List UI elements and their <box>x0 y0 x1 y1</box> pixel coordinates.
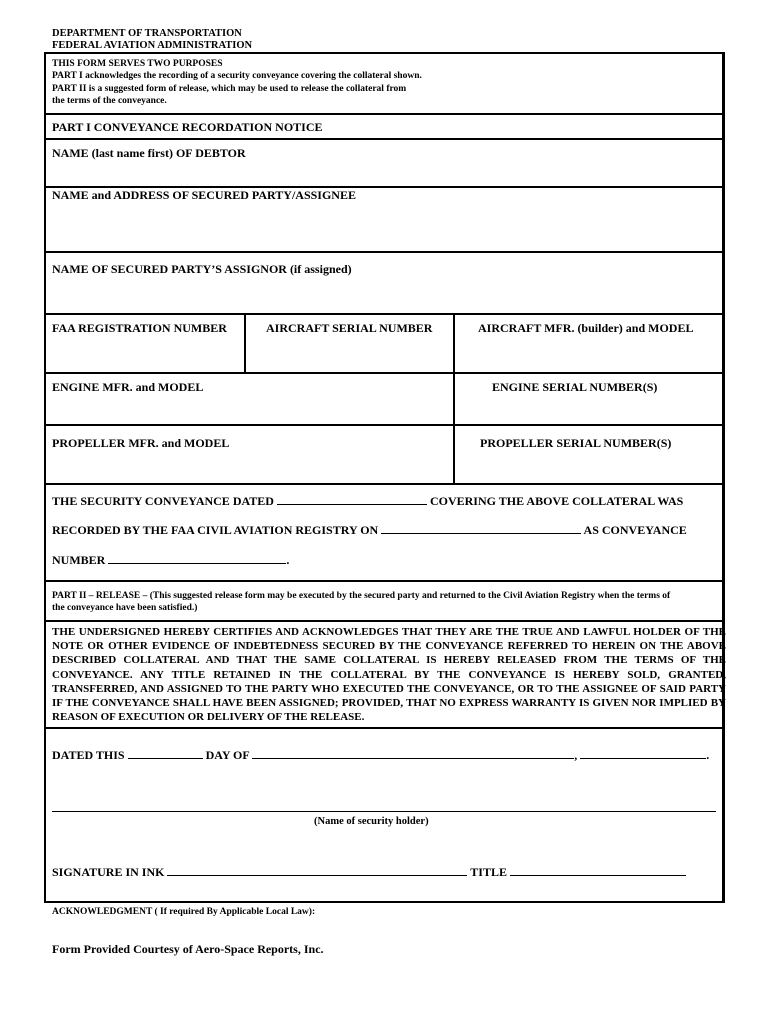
secured-party-label: NAME and ADDRESS OF SECURED PARTY/ASSIGNEE <box>52 188 356 202</box>
engine-serial-label: ENGINE SERIAL NUMBER(S) <box>492 380 658 394</box>
year-field[interactable] <box>580 747 706 759</box>
conveyance-line-1 <box>52 493 683 508</box>
conveyance-dated-text: THE SECURITY CONVEYANCE DATED <box>52 494 274 508</box>
engine-mfr-field[interactable] <box>52 398 448 422</box>
agency-heading: FEDERAL AVIATION ADMINISTRATION <box>52 40 253 51</box>
form-container <box>44 52 725 903</box>
propeller-mfr-field[interactable] <box>52 454 448 480</box>
secured-party-field[interactable] <box>52 204 717 249</box>
engine-mfr-label: ENGINE MFR. and MODEL <box>52 380 204 394</box>
assignor-field[interactable] <box>52 278 717 310</box>
form-intro <box>52 58 422 107</box>
recorded-by-text: RECORDED BY THE FAA CIVIL AVIATION REGISTRY ON <box>52 523 379 537</box>
release-statement: THE UNDERSIGNED HEREBY CERTIFIES AND ACKNOWLEDGES THAT THEY ARE THE TRUE AND LAWFUL HOLDER OF THE NOTE OR OTHER EVIDENCE OF INDEBTEDNESS SECURED BY THE CONVEYANCE REFERRED TO HEREIN ON THE ABOVE DESCRIBED COLLATERAL AND THAT THE SAME COLLATERAL IS HEREBY RELEASED FROM THE TERMS OF THE CONVEYANCE. ANY TITLE RETAINED IN THE COLLATERAL BY THE CONVEYANCE IS HEREBY SOLD, GRANTED, TRANSFERRED, AND ASSIGNED TO THE PARTY WHO EXECUTED THE CONVEYANCE, OR TO THE ASSIGNEE OF SAID PARTY IF THE CONVEYANCE SHALL HAVE BEEN ASSIGNED; PROVIDED, THAT NO EXPRESS WARRANTY IS GIVEN NOR IMPLIED BY REASON OF EXECUTION OR DELIVERY OF THE RELEASE. <box>52 626 726 724</box>
propeller-serial-field[interactable] <box>458 454 718 480</box>
signature-line <box>52 864 686 879</box>
divider <box>46 620 722 622</box>
divider <box>46 372 722 374</box>
footer-credit: Form Provided Courtesy of Aero-Space Reports, Inc. <box>52 942 324 956</box>
day-field[interactable] <box>128 747 203 759</box>
debtor-name-label: NAME (last name first) OF DEBTOR <box>52 146 246 160</box>
dated-line <box>52 747 709 762</box>
divider <box>46 313 722 315</box>
engine-serial-field[interactable] <box>458 398 718 422</box>
security-holder-name-field[interactable] <box>52 811 716 812</box>
faa-registration-label: FAA REGISTRATION NUMBER <box>52 321 227 335</box>
intro-line-4: the terms of the conveyance. <box>52 95 167 106</box>
recorded-date-field[interactable] <box>381 522 581 534</box>
dated-this-text: DATED THIS <box>52 748 125 762</box>
divider <box>244 315 246 372</box>
month-field[interactable] <box>252 747 574 759</box>
aircraft-mfr-field[interactable] <box>458 344 718 370</box>
aircraft-mfr-label: AIRCRAFT MFR. (builder) and MODEL <box>478 321 694 335</box>
number-text: NUMBER <box>52 553 106 567</box>
conveyance-line-2 <box>52 522 687 537</box>
title-field[interactable] <box>510 864 686 876</box>
divider <box>46 251 722 253</box>
department-heading: DEPARTMENT OF TRANSPORTATION <box>52 28 242 39</box>
conveyance-number-field[interactable] <box>108 552 286 564</box>
part2-title-line-2: the conveyance have been satisfied.) <box>52 603 198 613</box>
intro-line-2: PART I acknowledges the recording of a security conveyance covering the collateral shown. <box>52 71 422 82</box>
dated-comma: , <box>574 748 578 762</box>
conveyance-line-3 <box>52 552 289 567</box>
part1-title: PART I CONVEYANCE RECORDATION NOTICE <box>52 120 323 134</box>
title-label: TITLE <box>470 865 507 879</box>
conveyance-date-field[interactable] <box>277 493 427 505</box>
divider <box>453 315 455 483</box>
divider <box>46 113 722 115</box>
security-holder-caption: (Name of security holder) <box>314 816 429 827</box>
aircraft-serial-label: AIRCRAFT SERIAL NUMBER <box>266 321 433 335</box>
intro-line-1: THIS FORM SERVES TWO PURPOSES <box>52 59 223 69</box>
assignor-label: NAME OF SECURED PARTY’S ASSIGNOR (if assigned) <box>52 262 352 276</box>
divider <box>46 138 722 140</box>
propeller-mfr-label: PROPELLER MFR. and MODEL <box>52 436 230 450</box>
divider <box>46 483 722 485</box>
propeller-serial-label: PROPELLER SERIAL NUMBER(S) <box>480 436 672 450</box>
number-period: . <box>286 553 290 567</box>
acknowledgment-label: ACKNOWLEDGMENT ( If required By Applicable Local Law): <box>52 907 316 917</box>
debtor-name-field[interactable] <box>52 164 717 186</box>
day-of-text: DAY OF <box>205 748 250 762</box>
divider <box>46 424 722 426</box>
dated-period: . <box>706 748 710 762</box>
aircraft-serial-field[interactable] <box>249 344 449 370</box>
covering-collateral-text: COVERING THE ABOVE COLLATERAL WAS <box>429 494 684 508</box>
signature-field[interactable] <box>167 864 467 876</box>
divider <box>46 727 722 729</box>
faa-registration-field[interactable] <box>52 344 242 370</box>
signature-label: SIGNATURE IN INK <box>52 865 165 879</box>
part2-title-line-1: PART II – RELEASE – (This suggested release form may be executed by the secured party and returned to the Civil Aviation Registry when the terms of <box>52 591 671 601</box>
intro-line-3: PART II is a suggested form of release, which may be used to release the collateral from <box>52 83 407 94</box>
as-conveyance-text: AS CONVEYANCE <box>583 523 687 537</box>
divider <box>46 580 722 582</box>
